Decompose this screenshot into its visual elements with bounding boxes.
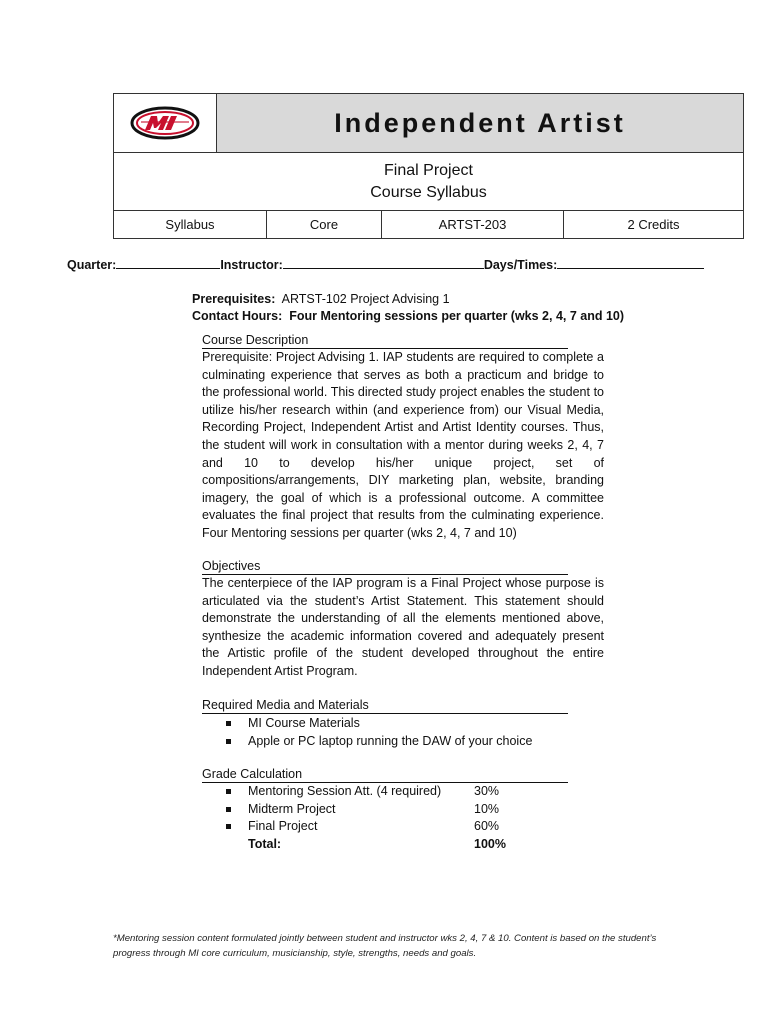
header-row-title [114, 94, 743, 153]
grade-row: Final Project 60% [202, 818, 604, 836]
grade-row: Midterm Project 10% [202, 801, 604, 819]
header-table [113, 93, 744, 239]
bullet-icon [226, 807, 231, 812]
prereq-label: Prerequisites: [192, 292, 276, 306]
quarter-label: Quarter: [67, 258, 117, 272]
prereq-value: ARTST-102 Project Advising 1 [281, 292, 450, 306]
bullet-icon [226, 721, 231, 726]
cell-credits: 2 Credits [627, 217, 680, 232]
objectives-section [202, 559, 604, 681]
schedule-line [67, 256, 707, 272]
prerequisites-block [192, 291, 624, 325]
grade-total-row: Total: 100% [248, 836, 506, 851]
grade-row: Mentoring Session Att. (4 required) 30% [202, 783, 604, 801]
cell-core: Core [267, 211, 382, 238]
mi-logo [129, 104, 201, 142]
days-label: Days/Times: [483, 258, 558, 272]
course-description-body: Prerequisite: Project Advising 1. IAP students are required to complete a culminating experience that serves as both a practicum and bridge to the professional world. This directed study project enables the student to utilize his/her research within (and experience from) our Visual Media, Recording Project, Independent Artist and Artist Identity courses. Thus, the student will work in consultation with a mentor during weeks 2, 4, 7 and 10 to develop his/her unique project, set of compositions/arrangements, DIY marketing plan, website, branding imagery, the goal of which is a professional outcome. A committee evaluates the final project that results from the culminating experience. Four Mentoring sessions per quarter (wks 2, 4, 7 and 10) [202, 350, 604, 540]
list-item: MI Course Materials [202, 714, 604, 732]
logo-cell [114, 94, 217, 152]
header-row-subtitle [114, 153, 743, 211]
grade-heading: Grade Calculation [202, 767, 568, 783]
cell-course-code: ARTST-203 [382, 211, 564, 238]
grade-section [202, 767, 604, 853]
course-description-heading: Course Description [202, 333, 568, 349]
materials-heading: Required Media and Materials [202, 698, 568, 714]
footnote: *Mentoring session content formulated jointly between student and instructor wks 2, 4, 7 & 10. Content is based on the student’s progress through MI core curriculum, musicianship, style, strengths, needs and goals. [113, 933, 657, 959]
bullet-icon [226, 824, 231, 829]
materials-section [202, 698, 604, 750]
header-row-info [114, 211, 743, 238]
quarter-field[interactable] [116, 256, 220, 269]
instructor-field[interactable] [283, 256, 484, 269]
objectives-body: The centerpiece of the IAP program is a Final Project whose purpose is articulated via the student’s Artist Statement. This statement should demonstrate the understanding of all the elements mentioned above, synthesize the academic information covered and adequately present the Artistic profile of the student developed throughout the entire Independent Artist Program. [202, 576, 604, 678]
bullet-icon [226, 789, 231, 794]
objectives-heading: Objectives [202, 559, 568, 575]
subtitle-final-project: Final Project [384, 161, 473, 179]
course-description-section [202, 333, 604, 543]
grade-table [202, 783, 604, 853]
cell-syllabus: Syllabus [114, 211, 267, 238]
materials-list [202, 714, 604, 750]
contact-hours-label: Contact Hours: [192, 309, 283, 323]
subtitle-course-syllabus: Course Syllabus [370, 183, 487, 201]
document-title: Independent Artist [217, 94, 743, 152]
instructor-label: Instructor: [220, 258, 283, 272]
bullet-icon [226, 739, 231, 744]
contact-hours-value: Four Mentoring sessions per quarter (wks 2, 4, 7 and 10) [289, 309, 625, 323]
days-field[interactable] [557, 256, 704, 269]
list-item: Apple or PC laptop running the DAW of your choice [202, 732, 604, 750]
